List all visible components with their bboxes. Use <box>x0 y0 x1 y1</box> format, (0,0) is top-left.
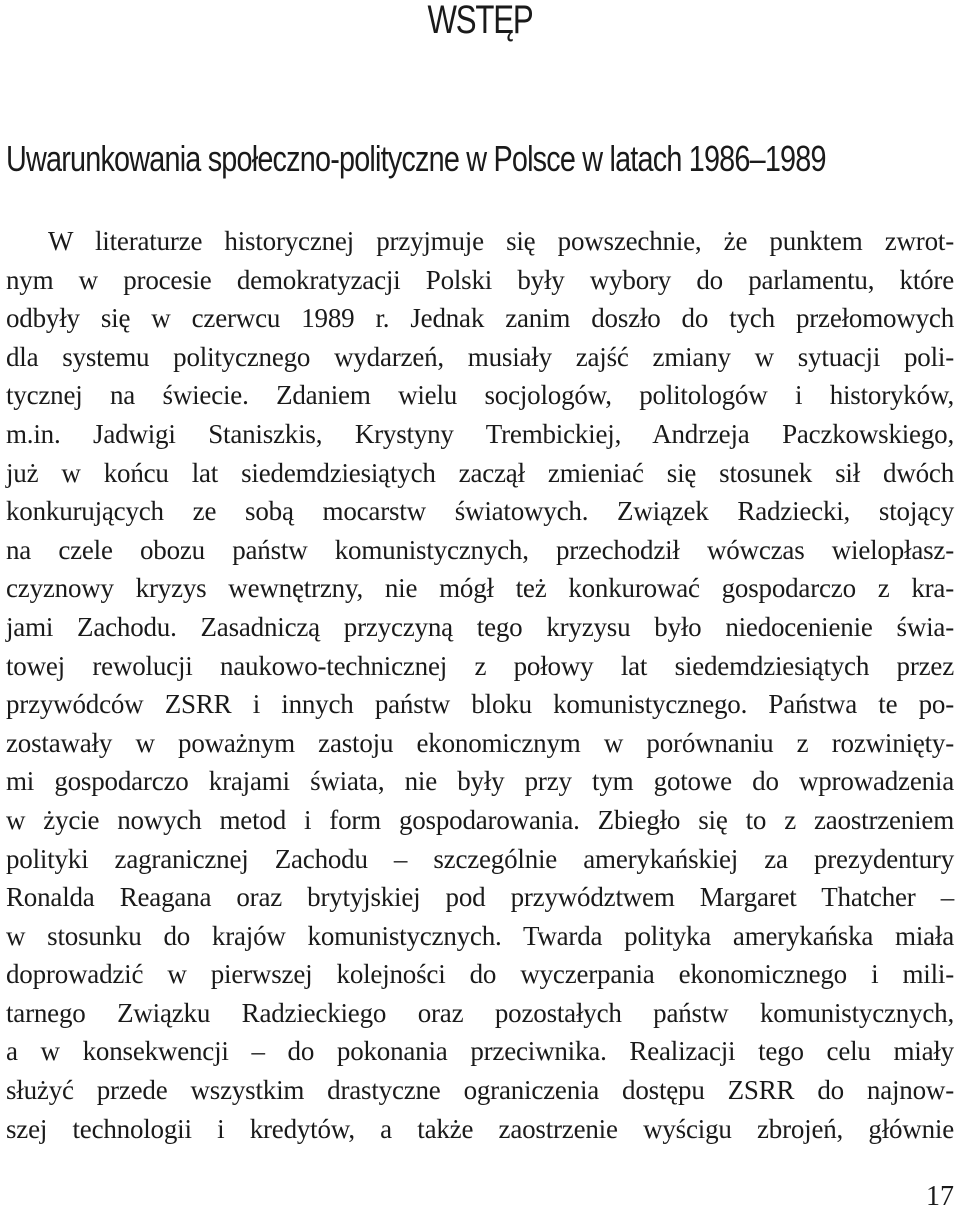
paragraph-line: polityki zagranicznej Zachodu – szczególnie amerykańskiej za prezydentury <box>6 843 954 874</box>
paragraph-line: jami Zachodu. Zasadniczą przyczyną tego kryzysu było niedocenienie świa- <box>6 611 954 642</box>
body-paragraph <box>6 222 954 1148</box>
paragraph-line: na czele obozu państw komunistycznych, przechodził wówczas wielopłasz- <box>6 534 954 565</box>
paragraph-line: konkurujących ze sobą mocarstw światowych. Związek Radziecki, stojący <box>6 496 954 527</box>
paragraph-line: m.in. Jadwigi Staniszkis, Krystyny Trembickiej, Andrzeja Paczkowskiego, <box>6 418 954 449</box>
chapter-heading: WSTĘP <box>427 0 533 42</box>
paragraph-line: czyznowy kryzys wewnętrzny, nie mógł też konkurować gospodarczo z kra- <box>6 573 954 604</box>
page-number: 17 <box>926 1181 954 1212</box>
paragraph-line: dla systemu politycznego wydarzeń, musiały zajść zmiany w sytuacji poli- <box>6 341 954 372</box>
paragraph-line: Ronalda Reagana oraz brytyjskiej pod przywództwem Margaret Thatcher – <box>6 882 954 913</box>
paragraph-line: a w konsekwencji – do pokonania przeciwnika. Realizacji tego celu miały <box>6 1036 954 1067</box>
section-subheading: Uwarunkowania społeczno-polityczne w Polsce w latach 1986–1989 <box>6 138 826 179</box>
paragraph-line: tarnego Związku Radzieckiego oraz pozostałych państw komunistycznych, <box>6 997 954 1028</box>
paragraph-line: zostawały w poważnym zastoju ekonomicznym w porównaniu z rozwinięty- <box>6 727 954 758</box>
paragraph-line: doprowadzić w pierwszej kolejności do wyczerpania ekonomicznego i mili- <box>6 959 954 990</box>
paragraph-line: tycznej na świecie. Zdaniem wielu socjologów, politologów i historyków, <box>6 380 954 411</box>
paragraph-line: odbyły się w czerwcu 1989 r. Jednak zanim doszło do tych przełomowych <box>6 303 954 334</box>
paragraph-line: przywódców ZSRR i innych państw bloku komunistycznego. Państwa te po- <box>6 689 954 720</box>
paragraph-line: służyć przede wszystkim drastyczne ograniczenia dostępu ZSRR do najnow- <box>6 1075 954 1106</box>
paragraph-line: nym w procesie demokratyzacji Polski były wybory do parlamentu, które <box>6 264 954 295</box>
paragraph-line: już w końcu lat siedemdziesiątych zaczął zmieniać się stosunek sił dwóch <box>6 457 954 488</box>
paragraph-line: towej rewolucji naukowo-technicznej z połowy lat siedemdziesiątych przez <box>6 650 954 681</box>
paragraph-line: mi gospodarczo krajami świata, nie były przy tym gotowe do wprowadzenia <box>6 766 954 797</box>
paragraph-line: w stosunku do krajów komunistycznych. Twarda polityka amerykańska miała <box>6 920 954 951</box>
paragraph-line: w życie nowych metod i form gospodarowania. Zbiegło się to z zaostrzeniem <box>6 804 954 835</box>
paragraph-line: W literaturze historycznej przyjmuje się powszechnie, że punktem zwrot- <box>48 226 954 256</box>
paragraph-line: szej technologii i kredytów, a także zaostrzenie wyścigu zbrojeń, głównie <box>6 1113 954 1144</box>
